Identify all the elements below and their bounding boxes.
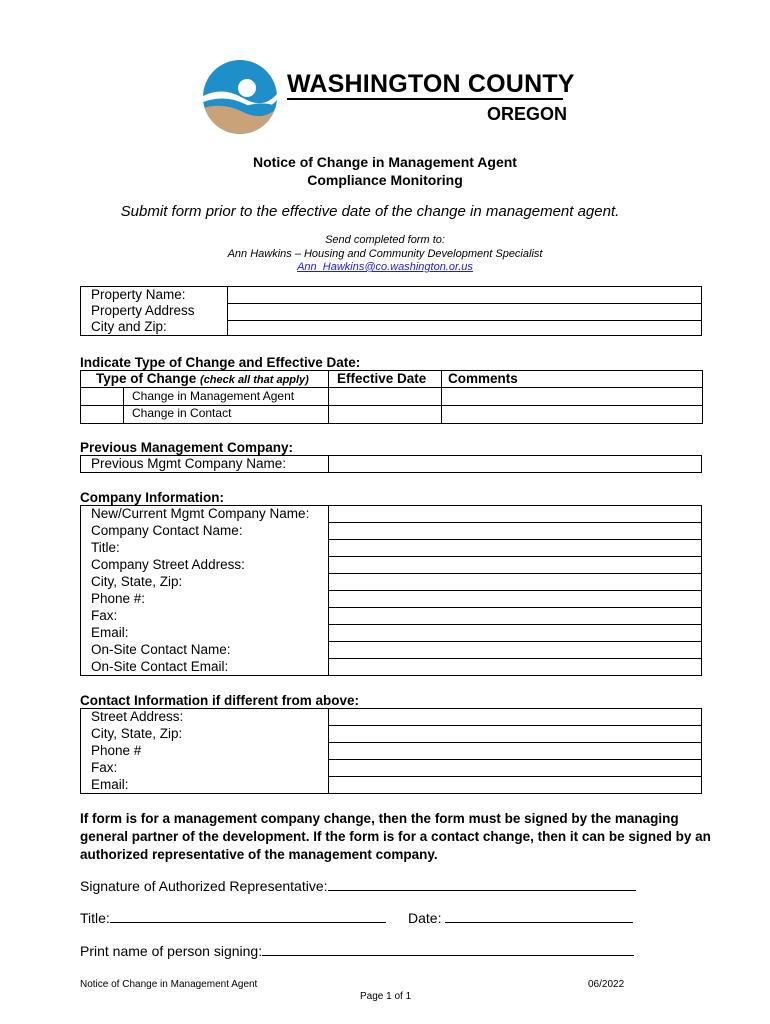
field-label: Company Street Address:	[81, 557, 329, 574]
section-heading: Company Information:	[80, 490, 224, 505]
field-input[interactable]	[329, 608, 702, 625]
section-heading: Previous Management Company:	[80, 440, 294, 455]
field-label: New/Current Mgmt Company Name:	[81, 506, 329, 523]
table-row	[81, 574, 702, 591]
signature-label: Signature of Authorized Representative:	[80, 878, 328, 894]
print-name-row	[80, 941, 634, 959]
property-input[interactable]	[228, 287, 702, 336]
field-label: Phone #:	[81, 591, 329, 608]
field-label: Street Address:	[81, 709, 329, 726]
col-comments-header: Comments	[448, 371, 518, 386]
footer-left: Notice of Change in Management Agent	[80, 979, 258, 990]
field-label: Email:	[81, 625, 329, 642]
field-input[interactable]	[329, 540, 702, 557]
row-divider	[227, 320, 702, 321]
signature-row	[80, 876, 636, 894]
table-row	[81, 777, 702, 794]
col-type-label: Type of Change	[96, 371, 197, 386]
row-divider	[227, 303, 702, 304]
field-label: Company Contact Name:	[81, 523, 329, 540]
table-row	[81, 743, 702, 760]
field-label: Previous Mgmt Company Name:	[81, 456, 329, 473]
field-label: On-Site Contact Name:	[81, 642, 329, 659]
field-input[interactable]	[329, 777, 702, 794]
section-heading: Contact Information if different from above:	[80, 693, 360, 708]
title-label: Title:	[80, 910, 110, 926]
field-label: Phone #	[81, 743, 329, 760]
date-row	[408, 908, 633, 926]
date-field[interactable]	[445, 908, 633, 923]
checkbox-contact[interactable]	[81, 406, 123, 423]
col-type-note: (check all that apply)	[200, 374, 309, 386]
send-line1: Send completed form to:	[325, 234, 445, 246]
form-subtitle: Compliance Monitoring	[307, 172, 463, 188]
table-row	[81, 625, 702, 642]
org-sub: OREGON	[487, 104, 568, 124]
field-label: Fax:	[81, 760, 329, 777]
field-input[interactable]	[329, 574, 702, 591]
col-date-header: Effective Date	[337, 371, 427, 386]
field-input[interactable]	[329, 625, 702, 642]
table-row	[81, 760, 702, 777]
field-input[interactable]	[329, 743, 702, 760]
footer-date: 06/2022	[588, 979, 625, 990]
field-input[interactable]	[329, 709, 702, 726]
table-row	[81, 591, 702, 608]
send-line2: Ann Hawkins – Housing and Community Development Specialist	[227, 248, 543, 260]
table-row	[81, 726, 702, 743]
previous-input[interactable]	[329, 456, 702, 473]
print-name-field[interactable]	[262, 941, 634, 956]
send-email-link[interactable]: Ann_Hawkins@co.washington.or.us	[297, 261, 473, 273]
date-label: Date:	[408, 910, 442, 926]
signing-notice: If form is for a management company change, then the form must be signed by the managing general partner of the development. If the form is for a contact change, then it can be signed by an authorized representative of the management company.	[80, 811, 711, 862]
table-row	[81, 506, 702, 523]
option-label: Change in Contact	[132, 406, 232, 420]
field-label: City, State, Zip:	[81, 726, 329, 743]
title-row	[80, 908, 386, 926]
field-label: On-Site Contact Email:	[81, 659, 329, 676]
form-title: Notice of Change in Management Agent	[253, 154, 517, 170]
org-divider	[287, 98, 563, 100]
field-label: Fax:	[81, 608, 329, 625]
field-label: Title:	[81, 540, 329, 557]
field-label: City, State, Zip:	[81, 574, 329, 591]
table-row	[81, 557, 702, 574]
table-row	[81, 642, 702, 659]
field-label: Email:	[81, 777, 329, 794]
field-input[interactable]	[329, 642, 702, 659]
field-input[interactable]	[329, 760, 702, 777]
section-heading: Indicate Type of Change and Effective Date:	[80, 355, 361, 370]
table-row	[81, 523, 702, 540]
field-input[interactable]	[329, 506, 702, 523]
title-field[interactable]	[110, 908, 386, 923]
contact-table	[80, 708, 702, 794]
property-table	[80, 286, 702, 336]
signature-field[interactable]	[328, 876, 636, 891]
company-table	[80, 505, 702, 676]
previous-table	[80, 455, 702, 473]
instruction: Submit form prior to the effective date of the change in management agent.	[120, 203, 620, 220]
field-input[interactable]	[329, 726, 702, 743]
field-input[interactable]	[329, 659, 702, 676]
county-logo	[203, 58, 277, 136]
option-label: Change in Management Agent	[132, 389, 295, 403]
field-input[interactable]	[329, 523, 702, 540]
checkbox-management-agent[interactable]	[81, 388, 123, 405]
table-row	[81, 709, 702, 726]
field-label: Property Address	[81, 303, 228, 319]
table-row	[81, 608, 702, 625]
field-label: City and Zip:	[81, 319, 228, 336]
print-name-label: Print name of person signing:	[80, 943, 263, 959]
field-input[interactable]	[329, 557, 702, 574]
field-input[interactable]	[329, 591, 702, 608]
field-label: Property Name:	[81, 287, 228, 304]
page-number: Page 1 of 1	[360, 991, 412, 1002]
table-row	[81, 659, 702, 676]
table-row	[81, 540, 702, 557]
org-name: WASHINGTON COUNTY	[287, 70, 575, 98]
